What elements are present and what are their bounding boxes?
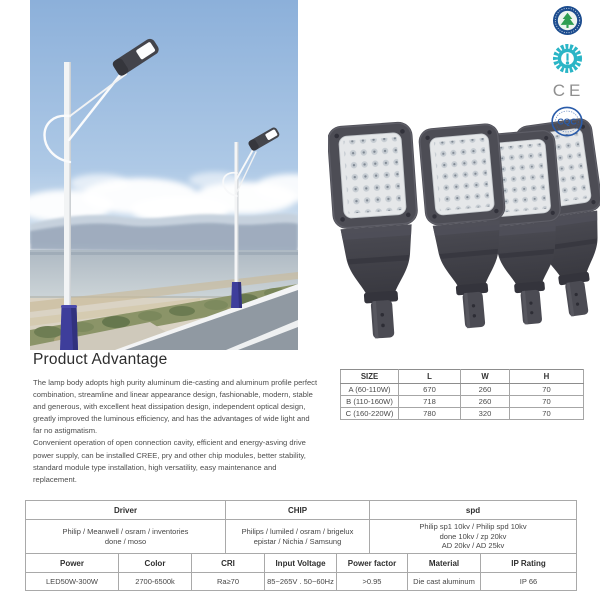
table-cell: Ra≥70 [192, 573, 265, 591]
advantage-paragraph-2: Convenient operation of open connection cavity, efficient and energy-asving drive power supply, can be installed CREE, pry and other chip modules, better stability, standard module type installation, high versatility, easy maintenance and replacement. [33, 438, 306, 484]
advantage-paragraph-1: The lamp body adopts high purity aluminum die-casting and aluminum profile perfect combination, streamline and linear appearance design, fashionable, modern, stable and generous, with excellent heat dissipation design, independent optical design, greatly improved the luminous efficiency, and has the advantages of wide light and far no astigmatism. [33, 378, 318, 436]
table-cell: Die cast aluminum [408, 573, 481, 591]
table-cell [26, 520, 226, 554]
table-cell: 260 [461, 396, 510, 408]
column-header: spd [370, 501, 577, 520]
table-cell: 70 [510, 408, 584, 420]
spec-detail-value-row [26, 573, 577, 591]
product-advantage-section [33, 351, 319, 486]
table-cell: >0.95 [337, 573, 408, 591]
table-cell: 2700-6500k [119, 573, 192, 591]
spec-table-details [25, 553, 577, 591]
cqc-mark [550, 106, 584, 137]
table-cell: 718 [399, 396, 461, 408]
table-row [341, 396, 584, 408]
table-row [341, 408, 584, 420]
column-header: Material [408, 554, 481, 573]
spec-group-header-row [26, 501, 577, 520]
table-cell: 780 [399, 408, 461, 420]
spec-table-groups [25, 500, 577, 554]
table-cell: 260 [461, 384, 510, 396]
table-cell: 70 [510, 396, 584, 408]
column-header: Power factor [337, 554, 408, 573]
table-cell [226, 520, 370, 554]
column-header: Driver [26, 501, 226, 520]
ce-mark: CE [552, 81, 585, 100]
table-cell: LED50W-300W [26, 573, 119, 591]
spec-tables [25, 500, 576, 591]
column-header: IP Rating [481, 554, 577, 573]
spec-group-value-row [26, 520, 577, 554]
table-cell [370, 520, 577, 554]
cell-line: Philips / lumiled / osram / brigelux [241, 526, 354, 536]
lamp-1 [328, 121, 426, 341]
size-header-row [341, 370, 584, 384]
quality-gear-cert-icon [552, 43, 583, 74]
column-header: Color [119, 554, 192, 573]
product-image-lamps [328, 116, 600, 348]
table-cell: 670 [399, 384, 461, 396]
column-header: Input Voltage [265, 554, 337, 573]
street-scene-art [30, 0, 298, 350]
lamp-renders [328, 116, 600, 348]
spec-detail-header-row [26, 554, 577, 573]
section-title: Product Advantage [33, 351, 168, 368]
certification-icons [549, 5, 585, 144]
column-header: W [461, 370, 510, 384]
column-header: Power [26, 554, 119, 573]
table-row [341, 384, 584, 396]
cell-line: done / moso [104, 536, 147, 546]
street-scene-photo [30, 0, 298, 350]
size-table [340, 369, 584, 420]
table-cell: 70 [510, 384, 584, 396]
column-header: CHIP [226, 501, 370, 520]
column-header: CRI [192, 554, 265, 573]
cell-line: done 10kv / zp 20kv [439, 531, 507, 541]
table-cell: B (110-160W) [341, 396, 399, 408]
table-cell: C (160-220W) [341, 408, 399, 420]
column-header: L [399, 370, 461, 384]
table-cell: 320 [461, 408, 510, 420]
cell-line: epistar / Nichia / Samsung [253, 536, 342, 546]
column-header: H [510, 370, 584, 384]
environment-cert-icon [552, 5, 583, 36]
table-cell: 85~265V . 50~60Hz [265, 573, 337, 591]
cell-line: AD 20kv / AD 25kv [441, 541, 505, 551]
column-header: SIZE [341, 370, 399, 384]
cell-line: Philip / Meanwell / osram / inventories [62, 526, 189, 536]
table-cell: A (60-110W) [341, 384, 399, 396]
cell-line: Philip sp1 10kv / Philip spd 10kv [419, 522, 527, 532]
table-cell: IP 66 [481, 573, 577, 591]
cqc-label: CQC [557, 116, 577, 127]
